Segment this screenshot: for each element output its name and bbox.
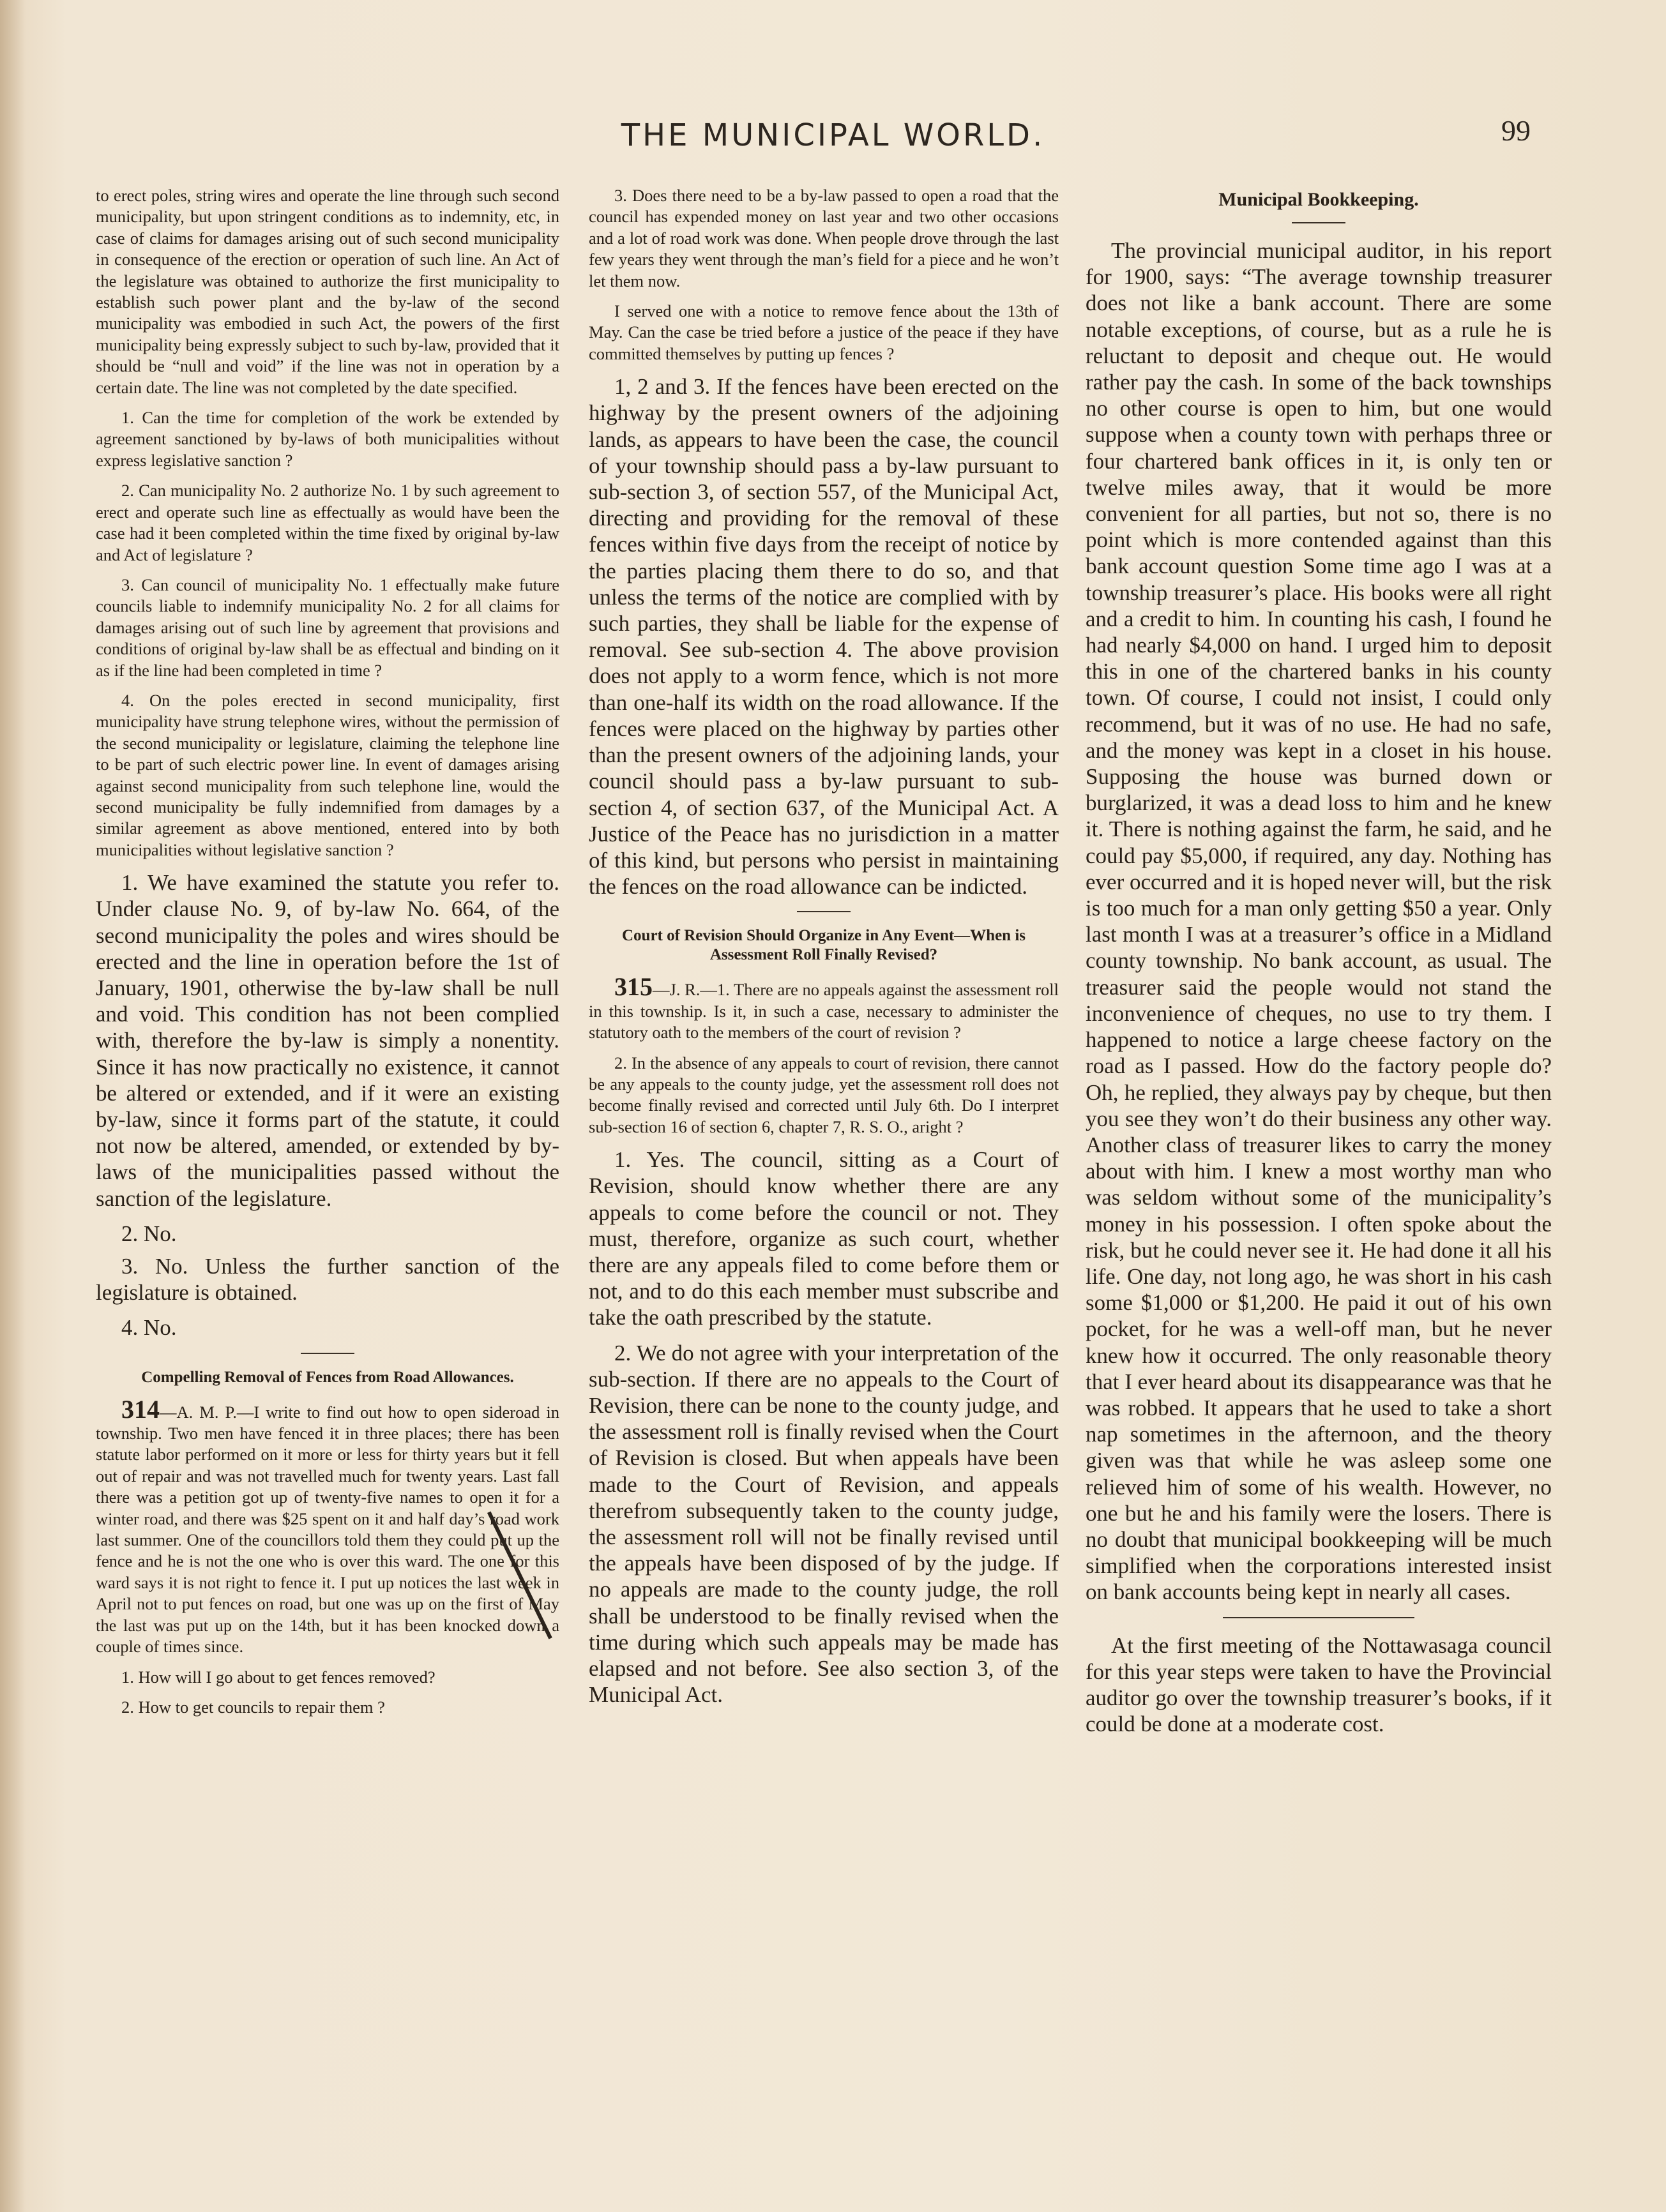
section-divider	[1223, 1617, 1414, 1618]
section-divider	[797, 911, 851, 912]
section-divider	[301, 1353, 354, 1354]
question-3: 3. Can council of municipality No. 1 effectually make future councils liable to indemnify municipality No. 2 for all claims for damages arising out of such line by agreement that provisions and conditions of original by-law shall be as effectual and binding on it as if the line had been completed in time ?	[96, 575, 559, 680]
answer-4: 4. No.	[121, 1315, 177, 1341]
answer-314: 1, 2 and 3. If the fences have been erected on the highway by the present owners of the adjoining lands, as appears to have been the case, the council of your township should pass a by-law pursuant to sub-section 3, of section 557, of the Municipal Act, directing and providing for the removal of these fences within five days from the receipt of notice by the parties placing them there to do so, and that unless the terms of the notice are complied with by such parties, they shall be liable for the expense of removal. See sub-section 4. The above provision does not apply to a worm fence, which is not more than one-half its width on the road allowance. If the fences were placed on the highway by parties other than the present owners of the adjoining lands, your council should pass a by-law pursuant to sub-section 4, of section 637, of the Municipal Act. A Justice of the Peace has no jurisdiction in a matter of this kind, but persons who persist in maintaining the fences on the road allowance can be indicted.	[589, 374, 1059, 899]
article-paragraph: The provincial municipal auditor, in his report for 1900, says: “The average township treasurer does not like a bank account. There are some notable exceptions, of course, but as a rule he is reluctant to deposit and cheque out. He would rather pay the cash. In some of the back townships no other course is open to him, but one would suppose when a county town with perhaps three or four chartered bank offices in it, is only ten or twelve miles away, that it would be more convenient for all parties, but not so, there is no point which is more contended against than this bank account question Some time ago I was at a township treasurer’s place. His books were all right and a credit to him. In counting his cash, I found he had nearly $4,000 on hand. I urged him to deposit this in one of the chartered banks in his county town. Of course, I could not insist, I could only recommend, but it was of no use. He had no safe, and the money was kept in a closet in his house. Supposing the house was burned down or burglarized, it was a dead loss to him and he knew it. There is nothing against the farm, he said, and he could pay $5,000, if required, any day. Nothing has ever occurred and it is hoped never will, but the risk is too much for a man only getting $50 a year. Only last month I was at a treasurer’s office in a Midland county township. No bank account, as usual. The treasurer said the people would not stand the inconvenience of cheques, no use to try them. I happened to notice a large cheese factory on the road as I passed. How do the factory people do? Oh, he replied, they always pay by cheque, but then you see they won’t do their business any other way. Another class of treasurer likes to carry the money about with him. I knew a most worthy man who was seldom without some of the municipality’s money in his possession. I often spoke about the risk, but he could never see it. He had done it all his life. One day, not long ago, he was short in his cash some $1,000 or $1,200. He paid it out of his own pocket, for he was a well-off man, but he never knew how it occurred. The only reasonable theory that I ever heard about its disappearance was that he was robbed. It appears that he used to take a short nap sometimes in the afternoon, and the theory given was that while he was asleep some one relieved him of some of his wealth. However, no one but he and his family were the losers. There is no doubt that municipal bookkeeping will be much simplified when the corporations interested insist on bank accounts being kept in nearly all cases.	[1086, 238, 1552, 1605]
question-4: 4. On the poles erected in second municipality, first municipality have strung telephone wires, without the permission of the second municipality or legislature, claiming the telephone line to be part of such electric power line. In event of damages arising against second municipality from such telephone line, would the second municipality be fully indemnified from damages by a similar agreement as above mentioned, entered into by both municipalities without legislative sanction ?	[96, 690, 559, 859]
question-1: 1. Can the time for completion of the work be extended by agreement sanctioned by by-laws of both municipalities without express legislative sanction ?	[96, 408, 559, 470]
question-315-2: 2. In the absence of any appeals to court of revision, there cannot be any appeals to the county judge, yet the assessment roll does not become finally revised and corrected until July 6th. Do I interpret sub-section 16 of section 6, chapter 7, R. S. O., aright ?	[589, 1053, 1059, 1136]
answer-1: 1. We have examined the statute you refer to. Under clause No. 9, of by-law No. 664, of the second municipality the poles and wires should be erected and the line in operation before the 1st of January, 1901, otherwise the by-law shall be null and void. This condition has not been complied with, therefore the by-law is simply a nonentity. Since it has now practically no existence, it cannot be altered or extended, and if it were an existing by-law, since it forms part of the statute, it could not now be altered, amended, or extended by by-laws of the municipalities passed without the sanction of the legislature.	[96, 870, 559, 1211]
question-314-text: —A. M. P.—I write to find out how to open sideroad in township. Two men have fenced it in three places; there has been statute labor performed on it more or less for thirty years but it fell out of repair and was not travelled much for twenty years. Last fall there was a petition got up of twenty-five names to open it for a winter road, and there was $25 spent on it and half day’s road work last summer. One of the councillors told them they could put up the fence and he is not the one who is over this ward. The one for this ward says it is not right to fence it. I put up notices the last week in April not to put fences on road, but one was up on the first of May the last was put up on the 14th, but it has been knocked down a couple of times since.	[96, 1402, 559, 1657]
publication-title: THE MUNICIPAL WORLD.	[621, 117, 1045, 153]
question-number: 315	[614, 972, 653, 1002]
page-spine-shadow	[0, 0, 26, 2212]
question-315-1	[589, 972, 1059, 1043]
section-heading-315: Court of Revision Should Organize in Any Event—When is Assessment Roll Finally Revised?	[621, 927, 1026, 964]
answer-3: 3. No. Unless the further sanction of the legislature is obtained.	[96, 1254, 559, 1305]
answer-2: 2. No.	[121, 1221, 177, 1246]
column-2	[589, 185, 1059, 2164]
section-divider	[1292, 222, 1345, 223]
question-number: 314	[121, 1394, 160, 1424]
article-paragraph: At the first meeting of the Nottawasaga council for this year steps were taken to have the Provincial auditor go over the township treasurer’s books, if it could be done at a moderate cost.	[1086, 1632, 1552, 1737]
page-number: 99	[1501, 114, 1531, 147]
article-heading: Municipal Bookkeeping.	[1218, 189, 1419, 210]
article-paragraph: to erect poles, string wires and operate the line through such second municipality, but upon stringent conditions as to indemnity, etc, in case of claims for damages arising out of such second municipality in consequence of the erection or operation of such line. An Act of the legislature was obtained to authorize the first municipality to establish such power plant and the by-law of the second municipality was embodied in such Act, the powers of the first municipality being expressly subject to such by-law, provided that it should be “null and void” if the line was not in operation by a certain date. The line was not completed by the date specified.	[96, 186, 559, 397]
answer-315-1: 1. Yes. The council, sitting as a Court of Revision, should know whether there are any appeals to come before the council or not. They must, therefore, organize as such court, whether there are any appeals filed to come before them or not, and to do this each member must subscribe and take the oath prescribed by the statute.	[589, 1147, 1059, 1330]
section-heading-314: Compelling Removal of Fences from Road Allowances.	[141, 1368, 514, 1386]
question-2: 2. Can municipality No. 2 authorize No. 1 by such agreement to erect and operate such line as effectually as would have been the case had it been completed within the time fixed by original by-law and Act of legislature ?	[96, 481, 559, 564]
question-314-4: I served one with a notice to remove fence about the 13th of May. Can the case be tried before a justice of the peace if they have committed themselves by putting up fences ?	[589, 301, 1059, 363]
question-314-3: 3. Does there need to be a by-law passed to open a road that the council has expended money on last year and two other occasions and a lot of road work was done. When people drove through the last few years they went through the man’s field for a piece and he won’t let them now.	[589, 186, 1059, 290]
column-3	[1086, 185, 1552, 2164]
answer-315-2: 2. We do not agree with your interpretation of the sub-section. If there are no appeals to the Court of Revision, there can be none to the county judge, and the assessment roll is finally revised when the Court of Revision is closed. But when appeals have been made to the Court of Revision, and appeals therefrom subsequently taken to the county judge, the assessment roll will not be finally revised until the appeals have been disposed of by the judge. If no appeals are made to the county judge, the roll shall be understood to be finally revised when the time during which such appeals may be made has elapsed and not before. See also section 3, of the Municipal Act.	[589, 1340, 1059, 1708]
question-314-2: 2. How to get councils to repair them ?	[121, 1697, 385, 1717]
question-314-1: 1. How will I go about to get fences removed?	[121, 1667, 435, 1687]
page-header	[0, 114, 1666, 165]
column-1	[96, 185, 559, 2164]
question-314	[96, 1394, 559, 1658]
question-315-text: —J. R.—1. There are no appeals against the assessment roll in this township. Is it, in such a case, necessary to administer the statutory oath to the members of the court of revision ?	[589, 980, 1059, 1042]
